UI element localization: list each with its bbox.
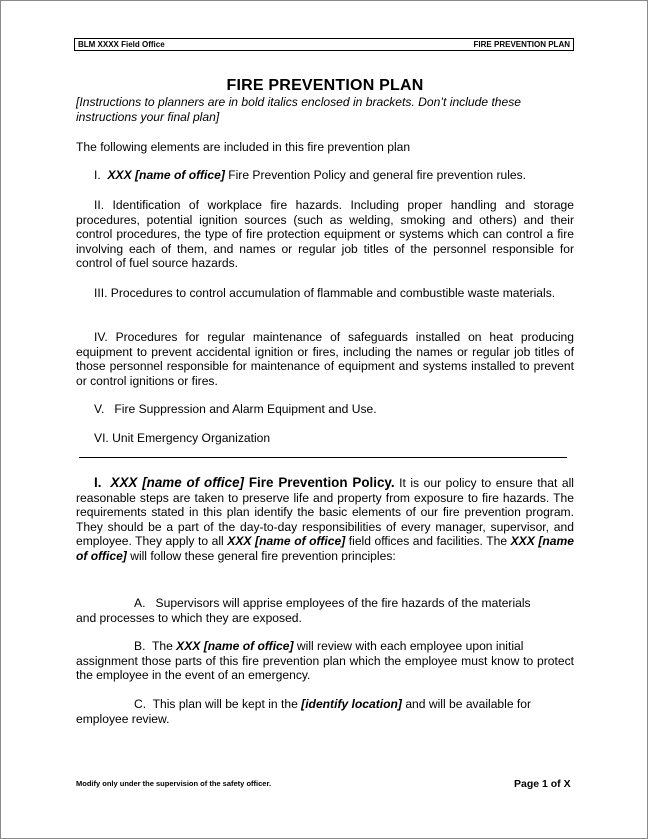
document-title: FIRE PREVENTION PLAN — [226, 77, 424, 94]
planner-instructions: [Instructions to planners are in bold italics enclosed in brackets. Don’t include these instructions your final plan] — [76, 95, 522, 124]
principle-c-pre: This plan will be kept in the — [152, 697, 302, 711]
principle-b-line1 — [76, 639, 574, 654]
element-v-number: V. — [94, 402, 105, 416]
principle-c-rest: employee review. — [76, 711, 170, 726]
principle-c-location: [identify location] — [301, 697, 402, 711]
policy-paragraph — [76, 476, 574, 564]
policy-text-2: field offices and facilities. The — [345, 534, 511, 549]
page-number: Page 1 of X — [514, 778, 571, 790]
principle-c-first: and will be available for — [401, 697, 532, 711]
element-i-text: Fire Prevention Policy and general fire prevention rules. — [224, 168, 527, 182]
element-i-number: I. — [94, 168, 101, 182]
footer-note: Modify only under the supervision of the safety officer. — [76, 779, 272, 788]
policy-text-3: will follow these general fire prevention principles: — [126, 548, 396, 563]
principle-a — [76, 596, 574, 625]
policy-office-3: XXX [name of office] — [76, 534, 574, 563]
principle-a-rest: and processes to which they are exposed. — [76, 610, 302, 625]
policy-number: I. — [94, 475, 102, 490]
element-v — [76, 402, 574, 417]
header-office: BLM XXXX Field Office — [78, 40, 165, 49]
principle-c-label: C. — [134, 697, 147, 711]
principle-c-line1 — [76, 697, 574, 712]
principle-b-rest: assignment those parts of this fire prevention plan which the employee must know to protect the employee in the event of an emergency. — [76, 653, 574, 683]
policy-office-2: XXX [name of office] — [227, 534, 346, 549]
principle-b-office: XXX [name of office] — [176, 639, 294, 653]
policy-office: XXX [name of office] — [110, 475, 244, 490]
principle-a-label: A. — [134, 596, 146, 610]
element-i — [76, 168, 574, 183]
principle-a-line1 — [76, 596, 574, 611]
page-header — [74, 38, 574, 51]
header-doc-title: FIRE PREVENTION PLAN — [473, 40, 570, 49]
section-divider — [79, 457, 567, 458]
element-iii: III. Procedures to control accumulation of flammable and combustible waste materials. — [94, 286, 556, 300]
element-vi: VI. Unit Emergency Organization — [94, 431, 271, 445]
principle-a-first: Supervisors will apprise employees of the fire hazards of the materials — [155, 596, 531, 610]
policy-text-1: It is our policy to ensure that all reasonable steps are taken to preserve life and property from exposure to fire hazards. The requirements stated in this plan identify the basic elements of our fire prevention program. They should be a part of the day-to-day responsibilities of every manager, supervisor, and employee. They apply to all — [76, 476, 574, 549]
principle-b-pre: The — [151, 639, 177, 653]
element-i-office: XXX [name of office] — [107, 168, 225, 182]
element-v-text: Fire Suppression and Alarm Equipment and Use. — [114, 402, 377, 416]
principle-b-first: will review with each employee upon initial — [293, 639, 524, 653]
element-iv: IV. Procedures for regular maintenance of safeguards installed on heat producing equipment to prevent accidental ignition or fires, including the names or regular job titles of those personnel responsible for maintenance of equipment and systems installed to prevent or control ignitions or fires. — [76, 330, 574, 388]
principle-c — [76, 697, 574, 726]
intro-text: The following elements are included in this fire prevention plan — [76, 140, 411, 154]
element-ii: II. Identification of workplace fire hazards. Including proper handling and storage procedures, potential ignition sources (such as welding, smoking and others) and their control procedures, the type of fire protection equipment or systems which can control a fire involving each of them, and names or regular job titles of the personnel responsible for control of fuel source hazards. — [76, 198, 574, 271]
policy-heading: Fire Prevention Policy. — [243, 475, 395, 490]
principle-b — [76, 639, 574, 683]
principle-b-label: B. — [134, 639, 146, 653]
